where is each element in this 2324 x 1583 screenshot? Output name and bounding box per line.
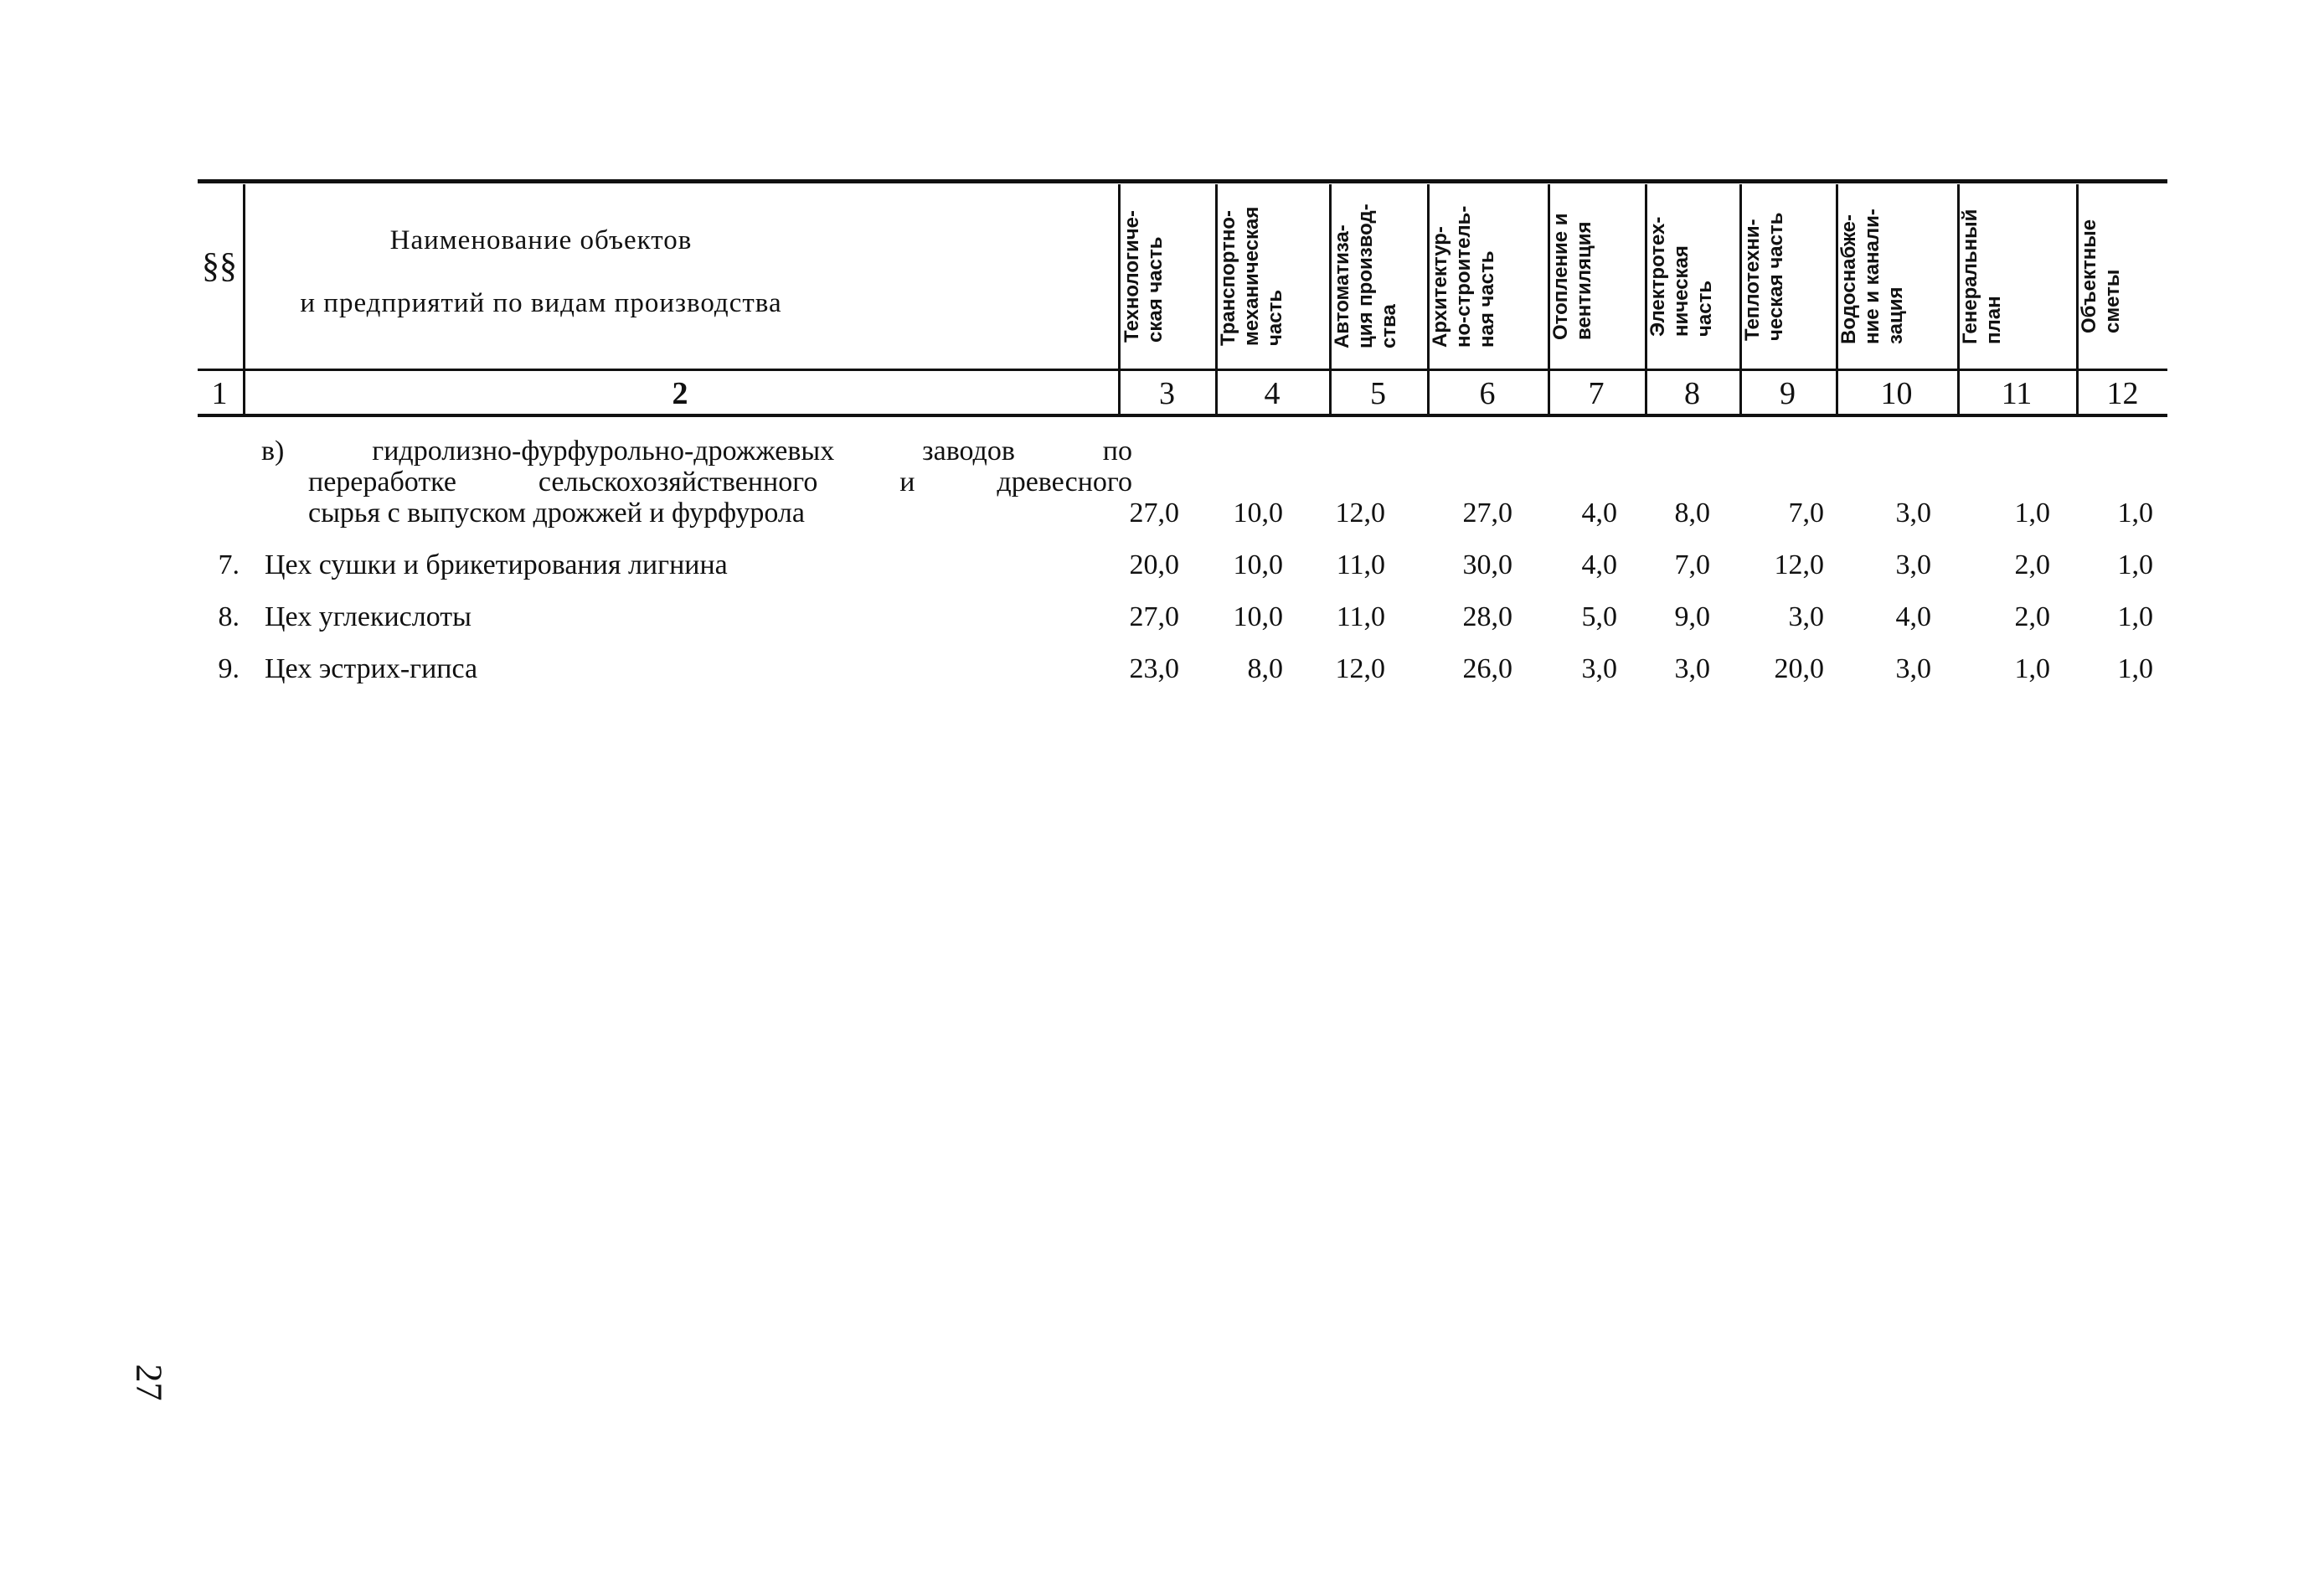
name-header-line1: Наименование объектов <box>389 225 693 255</box>
column-header: Объектные сметы <box>2078 219 2124 334</box>
value-cell: 1,0 <box>2117 601 2153 632</box>
row-number: 7. <box>218 549 240 580</box>
value-cell: 9,0 <box>1674 601 1710 632</box>
value-cell: 11,0 <box>1336 549 1385 580</box>
row-number: 8. <box>218 601 240 632</box>
value-cell: 3,0 <box>1895 549 1931 580</box>
value-cell: 3,0 <box>1581 653 1617 684</box>
row-label: в) гидролизно-фурфурольно-дрожжевых заводов по <box>261 436 1132 467</box>
value-cell: 1,0 <box>2117 498 2153 529</box>
column-header: Транспортно- механическая часть <box>1217 206 1286 347</box>
column-number: 8 <box>1684 376 1700 411</box>
column-number: 1 <box>211 376 228 411</box>
value-cell: 7,0 <box>1674 549 1710 580</box>
value-cell: 1,0 <box>2014 653 2050 684</box>
colnum-bottom-rule <box>198 414 2167 417</box>
column-header: Генеральный план <box>1959 209 2005 344</box>
value-cell: 23,0 <box>1129 653 1179 684</box>
value-cell: 26,0 <box>1462 653 1512 684</box>
value-cell: 10,0 <box>1233 549 1283 580</box>
value-cell: 10,0 <box>1233 601 1283 632</box>
value-cell: 30,0 <box>1462 549 1512 580</box>
column-header: Теплотехни- ческая часть <box>1741 212 1787 341</box>
column-number: 4 <box>1264 376 1281 411</box>
value-cell: 4,0 <box>1581 549 1617 580</box>
column-header: Архитектур- но-строитель- ная часть <box>1429 205 1498 348</box>
value-cell: 28,0 <box>1462 601 1512 632</box>
value-cell: 3,0 <box>1788 601 1824 632</box>
value-cell: 4,0 <box>1581 498 1617 529</box>
value-cell: 27,0 <box>1129 498 1179 529</box>
row-label: Цех сушки и брикетирования лигнина <box>265 549 728 580</box>
header-bottom-rule <box>198 369 2167 371</box>
column-number: 2 <box>672 376 688 411</box>
value-cell: 12,0 <box>1335 498 1385 529</box>
name-header-line2: и предприятий по видам производства <box>300 288 782 318</box>
column-number: 7 <box>1588 376 1605 411</box>
value-cell: 27,0 <box>1462 498 1512 529</box>
column-number: 6 <box>1479 376 1496 411</box>
value-cell: 1,0 <box>2117 549 2153 580</box>
value-cell: 27,0 <box>1129 601 1179 632</box>
value-cell: 20,0 <box>1129 549 1179 580</box>
column-number: 11 <box>2001 376 2033 411</box>
value-cell: 3,0 <box>1674 653 1710 684</box>
value-cell: 20,0 <box>1774 653 1824 684</box>
column-header: Водоснабже- ние и канали- зация <box>1837 209 1907 344</box>
column-number: 3 <box>1159 376 1175 411</box>
row-number: 9. <box>218 653 240 684</box>
value-cell: 5,0 <box>1581 601 1617 632</box>
column-number: 12 <box>2106 376 2139 411</box>
value-cell: 2,0 <box>2014 601 2050 632</box>
value-cell: 1,0 <box>2117 653 2153 684</box>
value-cell: 3,0 <box>1895 498 1931 529</box>
row-label: сырья с выпуском дрожжей и фурфурола <box>308 498 805 529</box>
value-cell: 11,0 <box>1336 601 1385 632</box>
value-cell: 12,0 <box>1774 549 1824 580</box>
row-label: переработке сельскохозяйственного и древесного <box>308 467 1132 498</box>
value-cell: 10,0 <box>1233 498 1283 529</box>
column-number: 10 <box>1880 376 1913 411</box>
value-cell: 7,0 <box>1788 498 1824 529</box>
value-cell: 4,0 <box>1895 601 1931 632</box>
column-header: Отопление и вентиляция <box>1549 213 1595 340</box>
value-cell: 1,0 <box>2014 498 2050 529</box>
column-number: 9 <box>1780 376 1796 411</box>
value-cell: 12,0 <box>1335 653 1385 684</box>
section-symbol: §§ <box>202 247 237 286</box>
column-header: Технологиче- ская часть <box>1121 210 1167 343</box>
row-label: Цех эстрих-гипса <box>265 653 478 684</box>
page-number: 27 <box>128 1364 170 1401</box>
value-cell: 2,0 <box>2014 549 2050 580</box>
column-number: 5 <box>1370 376 1386 411</box>
value-cell: 8,0 <box>1674 498 1710 529</box>
value-cell: 3,0 <box>1895 653 1931 684</box>
table-top-rule <box>198 179 2167 183</box>
column-header: Электротех- ническая часть <box>1646 216 1716 337</box>
value-cell: 8,0 <box>1247 653 1283 684</box>
row-label: Цех углекислоты <box>265 601 471 632</box>
column-header: Автоматиза- ция производ- ства <box>1331 204 1400 349</box>
